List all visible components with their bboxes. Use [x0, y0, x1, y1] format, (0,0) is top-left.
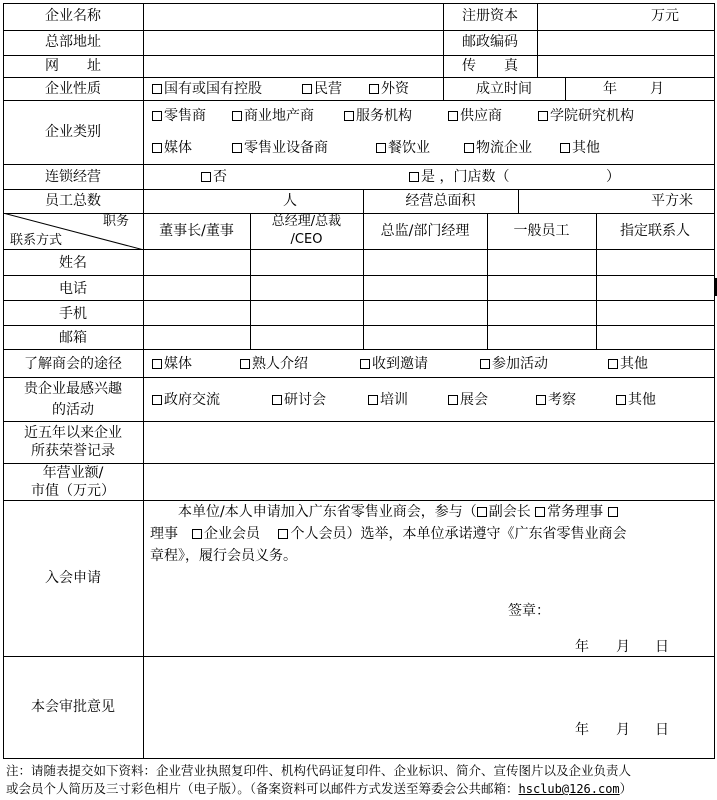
type-option-equipment[interactable]: 零售业设备商	[232, 141, 328, 155]
position-staff: 一般员工	[513, 223, 570, 239]
apply-label: 入会申请	[45, 570, 101, 586]
honors-label-line1: 近五年以来企业	[24, 425, 122, 441]
approval-day: 日	[655, 722, 669, 738]
postcode-field[interactable]	[538, 31, 714, 55]
checkbox-icon	[369, 84, 379, 94]
area-label: 经营总面积	[405, 193, 476, 209]
employees-label: 员工总数	[45, 193, 101, 209]
checkbox-icon	[201, 172, 211, 182]
row-name: 姓名	[59, 255, 87, 271]
position-gm: 总经理/总裁	[271, 214, 342, 229]
company-type-label: 企业类别	[45, 124, 101, 140]
row-phone: 电话	[59, 281, 87, 297]
position-contact-person: 指定联系人	[620, 223, 690, 239]
source-label: 了解商会的途径	[24, 356, 122, 372]
checkbox-icon[interactable]	[608, 507, 618, 517]
interest-option-visit[interactable]: 考察	[536, 393, 576, 407]
checkbox-icon	[608, 359, 618, 369]
checkbox-icon	[480, 359, 490, 369]
checkbox-icon	[152, 395, 162, 405]
source-option-referral[interactable]: 熟人介绍	[240, 357, 308, 371]
website-label: 网 址	[45, 58, 101, 74]
chain-option-yes[interactable]: 是 ，门店数（	[409, 170, 509, 184]
approval-month: 月	[616, 722, 630, 738]
type-option-retailer[interactable]: 零售商	[152, 109, 206, 123]
checkbox-icon	[536, 395, 546, 405]
source-option-media[interactable]: 媒体	[152, 357, 192, 371]
registered-capital-label: 注册资本	[462, 8, 518, 24]
checkbox-icon	[152, 111, 162, 121]
approval-year: 年	[575, 722, 589, 738]
type-option-media[interactable]: 媒体	[152, 141, 192, 155]
type-option-academic[interactable]: 学院研究机构	[538, 109, 634, 123]
sqm-unit: 平方米	[651, 193, 693, 209]
position-corner-label: 职务	[103, 214, 130, 229]
postcode-label: 邮政编码	[462, 34, 518, 50]
checkbox-icon	[152, 143, 162, 153]
apply-month: 月	[616, 639, 630, 655]
honors-field[interactable]	[144, 422, 714, 463]
footnote-line2: 或会员个人简历及三寸彩色相片（电子版）。（备案资料可以邮件方式发送至筹委会公共邮箱：hsclub@126.com）	[6, 781, 633, 796]
founded-month: 月	[650, 81, 664, 97]
checkbox-icon	[616, 395, 626, 405]
interest-label-line2: 的活动	[52, 402, 94, 418]
checkbox-icon	[152, 359, 162, 369]
type-option-catering[interactable]: 餐饮业	[376, 141, 430, 155]
checkbox-icon	[448, 395, 458, 405]
chain-option-no[interactable]: 否	[201, 170, 227, 184]
position-director: 总监/部门经理	[380, 223, 470, 239]
apply-option-member[interactable]: 企业会员	[192, 526, 260, 542]
revenue-field[interactable]	[144, 464, 714, 500]
checkbox-icon	[360, 359, 370, 369]
type-option-supplier[interactable]: 供应商	[448, 109, 502, 123]
interest-option-seminar[interactable]: 研讨会	[272, 393, 326, 407]
checkbox-icon	[192, 529, 202, 539]
interest-option-government[interactable]: 政府交流	[152, 393, 220, 407]
checkbox-icon	[302, 84, 312, 94]
registered-capital-field[interactable]	[538, 4, 714, 30]
apply-day: 日	[655, 639, 669, 655]
type-option-real-estate[interactable]: 商业地产商	[232, 109, 314, 123]
hq-address-field[interactable]	[144, 31, 443, 55]
nature-option-foreign[interactable]: 外资	[369, 82, 409, 96]
interest-option-training[interactable]: 培训	[368, 393, 408, 407]
interest-option-other[interactable]: 其他	[616, 393, 656, 407]
interest-option-expo[interactable]: 展会	[448, 393, 488, 407]
company-nature-label: 企业性质	[45, 81, 101, 97]
founded-year: 年	[603, 81, 617, 97]
type-option-logistics[interactable]: 物流企业	[464, 141, 532, 155]
row-mobile: 手机	[59, 306, 87, 322]
type-option-service[interactable]: 服务机构	[344, 109, 412, 123]
fax-label: 传 真	[462, 58, 518, 74]
checkbox-icon	[409, 172, 419, 182]
position-chairman: 董事长/董事	[159, 223, 234, 239]
email-link[interactable]: hsclub@126.com	[518, 782, 620, 796]
apply-year: 年	[575, 639, 589, 655]
interest-label-line1: 贵企业最感兴趣	[24, 381, 122, 397]
apply-statement: 本单位/本人申请加入广东省零售业商会，参与（ 副会长 常务理事 理事 企业会员 个人会员）选举，本单位承诺遵守《广东省零售业商会 章程》，履行会员义务。	[150, 504, 627, 564]
checkbox-icon	[278, 529, 288, 539]
company-name-field[interactable]	[144, 4, 443, 30]
checkbox-icon	[152, 84, 162, 94]
apply-option-vp[interactable]: 副会长	[477, 504, 531, 520]
checkbox-icon	[464, 143, 474, 153]
checkbox-icon	[240, 359, 250, 369]
checkbox-icon	[448, 111, 458, 121]
approval-field[interactable]	[144, 657, 714, 758]
employees-field[interactable]	[144, 190, 363, 213]
chain-label: 连锁经营	[45, 169, 101, 185]
signature-label: 签章：	[508, 603, 550, 619]
source-option-invitation[interactable]: 收到邀请	[360, 357, 428, 371]
apply-option-exec[interactable]: 常务理事	[535, 504, 603, 520]
revenue-label-line2: 市值（万元）	[31, 483, 115, 499]
apply-option-director[interactable]: 理事	[150, 526, 178, 542]
apply-option-personal[interactable]: 个人会员）选举，本单位承诺遵守《广东省零售业商会	[278, 526, 626, 542]
fax-field[interactable]	[538, 56, 714, 77]
contact-corner-label: 联系方式	[10, 233, 63, 248]
footnote-line1: 注：请随表提交如下资料：企业营业执照复印件、机构代码证复印件、企业标识、简介、宣传图片以及企业负责人	[6, 763, 632, 778]
honors-label-line2: 所获荣誉记录	[31, 443, 115, 459]
checkbox-icon	[272, 395, 282, 405]
checkbox-icon	[376, 143, 386, 153]
checkbox-icon	[560, 143, 570, 153]
source-option-event[interactable]: 参加活动	[480, 357, 548, 371]
checkbox-icon	[232, 143, 242, 153]
row-email: 邮箱	[59, 330, 87, 346]
checkbox-icon	[232, 111, 242, 121]
capital-unit: 万元	[651, 8, 679, 24]
founded-label: 成立时间	[476, 81, 532, 97]
checkbox-icon	[535, 507, 545, 517]
revenue-label-line1: 年营业额/	[42, 465, 104, 481]
checkbox-icon	[477, 507, 487, 517]
checkbox-icon	[368, 395, 378, 405]
chain-close-paren: ）	[606, 169, 620, 185]
company-name-label: 企业名称	[45, 8, 101, 24]
checkbox-icon	[538, 111, 548, 121]
hq-address-label: 总部地址	[45, 34, 101, 50]
approval-label: 本会审批意见	[31, 699, 115, 715]
nature-option-private[interactable]: 民营	[302, 82, 342, 96]
type-option-other[interactable]: 其他	[560, 141, 600, 155]
checkbox-icon	[344, 111, 354, 121]
position-ceo: /CEO	[290, 232, 323, 247]
persons-unit: 人	[283, 193, 297, 209]
website-field[interactable]	[144, 56, 443, 77]
source-option-other[interactable]: 其他	[608, 357, 648, 371]
nature-option-state[interactable]: 国有或国有控股	[152, 82, 262, 96]
